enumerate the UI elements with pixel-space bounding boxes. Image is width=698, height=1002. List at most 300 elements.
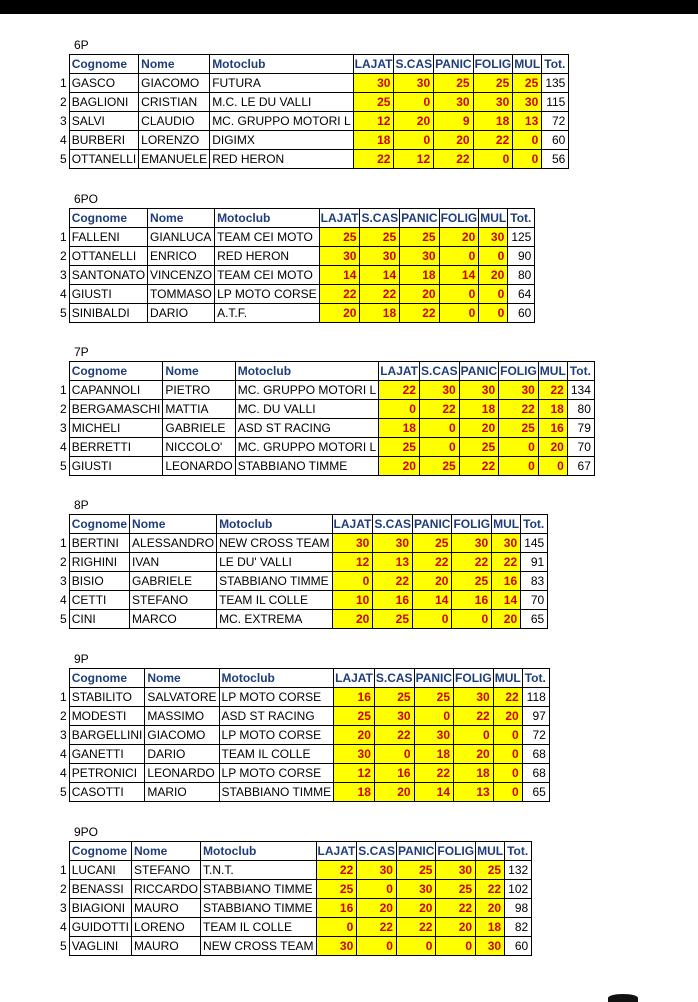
surname-cell: STABILITO [69,688,145,707]
round-score-cell: 0 [439,247,479,266]
round-score-cell: 22 [360,285,400,304]
total-cell: 70 [567,438,594,457]
column-header: MUL [493,669,522,688]
round-score-cell: 18 [334,783,375,802]
column-header: Motoclub [219,669,334,688]
round-score-cell: 25 [373,610,413,629]
round-score-cell: 22 [357,918,397,937]
category-title: 6P [74,38,89,52]
table-row [60,112,569,131]
column-header: LAJAT [334,669,375,688]
round-score-cell: 0 [479,285,508,304]
position-cell: 4 [60,287,67,301]
round-score-cell: 0 [454,726,494,745]
round-score-cell: 22 [452,553,492,572]
motoclub-cell: NEW CROSS TEAM [201,937,316,956]
column-header: Nome [145,669,219,688]
name-cell: LORENZO [139,131,210,150]
position-cell: 4 [60,766,67,780]
name-cell: GABRIELE [130,572,217,591]
round-score-cell: 0 [419,419,459,438]
round-score-cell: 30 [476,937,505,956]
column-header: S.CAS [419,362,459,381]
surname-cell: FALLENI [69,228,147,247]
round-score-cell: 18 [454,764,494,783]
surname-cell: GIUSTI [69,457,163,476]
table-row [60,131,569,150]
column-header: FOLIG [473,55,513,74]
column-header: FOLIG [439,209,479,228]
position-cell: 5 [60,939,67,953]
round-score-cell: 22 [396,918,435,937]
column-header: PANIC [400,209,439,228]
surname-cell: BAGLIONI [69,93,138,112]
surname-cell: LUCANI [69,861,131,880]
surname-cell: PETRONICI [69,764,145,783]
round-score-cell: 0 [493,783,522,802]
round-score-cell: 30 [334,745,375,764]
name-cell: PIETRO [163,381,235,400]
round-score-cell: 30 [353,74,394,93]
round-score-cell: 13 [513,112,542,131]
position-cell: 2 [60,95,67,109]
column-header: Motoclub [215,209,320,228]
position-cell: 1 [60,230,67,244]
round-score-cell: 16 [316,899,357,918]
total-cell: 65 [522,783,549,802]
position-cell: 3 [60,901,67,915]
column-header: Motoclub [217,515,332,534]
round-score-cell: 25 [400,228,439,247]
round-score-cell: 25 [414,688,453,707]
position-cell: 5 [60,306,67,320]
name-cell: NICCOLO' [163,438,235,457]
name-cell: STEFANO [130,591,217,610]
round-score-cell: 0 [413,610,452,629]
table-row [60,74,569,93]
round-score-cell: 25 [319,228,360,247]
column-header: Tot. [522,669,549,688]
name-cell: MAURO [132,937,201,956]
round-score-cell: 14 [492,591,521,610]
round-score-cell: 18 [459,400,498,419]
round-score-cell: 0 [332,572,373,591]
round-score-cell: 0 [394,93,434,112]
motoclub-cell: DIGIMX [210,131,353,150]
name-cell: EMANUELE [139,150,210,169]
table-row [60,419,594,438]
total-cell: 72 [542,112,569,131]
total-cell: 79 [567,419,594,438]
round-score-cell: 22 [499,400,539,419]
total-cell: 145 [521,534,548,553]
motoclub-cell: M.C. LE DU VALLI [210,93,353,112]
motoclub-cell: FUTURA [210,74,353,93]
position-cell: 4 [60,593,67,607]
table-row [60,764,549,783]
name-cell: DARIO [148,304,215,323]
table-row [60,285,535,304]
name-cell: VINCENZO [148,266,215,285]
round-score-cell: 20 [396,899,435,918]
name-cell: GABRIELE [163,419,235,438]
round-score-cell: 30 [360,247,400,266]
name-cell: RICCARDO [132,880,201,899]
name-cell: MAURO [132,899,201,918]
round-score-cell: 16 [452,591,492,610]
round-score-cell: 20 [459,419,498,438]
round-score-cell: 0 [439,285,479,304]
motoclub-cell: STABBIANO TIMME [219,783,334,802]
column-header: Nome [132,842,201,861]
total-cell: 68 [522,745,549,764]
round-score-cell: 22 [400,304,439,323]
surname-cell: BERGAMASCHI [69,400,163,419]
round-score-cell: 0 [414,707,453,726]
table-header-row [60,515,548,534]
surname-cell: BISIO [69,572,129,591]
table-header-row [60,209,535,228]
position-cell: 1 [60,383,67,397]
round-score-cell: 20 [413,572,452,591]
motoclub-cell: STABBIANO TIMME [201,899,316,918]
results-table [60,841,532,956]
round-score-cell: 20 [334,726,375,745]
position-cell: 3 [60,268,67,282]
category-title: 8P [74,498,89,512]
column-header: Nome [148,209,215,228]
round-score-cell: 0 [499,438,539,457]
name-cell: GIANLUCA [148,228,215,247]
round-score-cell: 20 [476,899,505,918]
round-score-cell: 20 [538,438,567,457]
round-score-cell: 16 [373,591,413,610]
position-cell: 4 [60,747,67,761]
column-header: Nome [139,55,210,74]
position-cell: 3 [60,574,67,588]
table-row [60,783,549,802]
round-score-cell: 22 [436,899,476,918]
total-cell: 60 [508,304,535,323]
table-row [60,457,594,476]
round-score-cell: 20 [394,112,434,131]
column-header: PANIC [434,55,473,74]
name-cell: DARIO [145,745,219,764]
position-cell: 3 [60,728,67,742]
surname-cell: GIUSTI [69,285,147,304]
total-cell: 125 [508,228,535,247]
surname-cell: BENASSI [69,880,131,899]
position-cell: 2 [60,402,67,416]
name-cell: MASSIMO [145,707,219,726]
results-table [60,54,569,169]
round-score-cell: 18 [379,419,420,438]
surname-cell: MICHELI [69,419,163,438]
round-score-cell: 0 [379,400,420,419]
total-cell: 80 [508,266,535,285]
column-header: Motoclub [210,55,353,74]
motoclub-cell: TEAM IL COLLE [217,591,332,610]
round-score-cell: 22 [316,861,357,880]
round-score-cell: 16 [538,419,567,438]
name-cell: TOMMASO [148,285,215,304]
total-cell: 90 [508,247,535,266]
table-row [60,381,594,400]
column-header: PANIC [459,362,498,381]
round-score-cell: 13 [373,553,413,572]
round-score-cell: 22 [353,150,394,169]
surname-cell: OTTANELLI [69,150,138,169]
position-cell: 3 [60,421,67,435]
round-score-cell: 14 [439,266,479,285]
name-cell: LEONARDO [163,457,235,476]
round-score-cell: 22 [319,285,360,304]
round-score-cell: 25 [396,861,435,880]
column-header: Motoclub [201,842,316,861]
total-cell: 134 [567,381,594,400]
round-score-cell: 22 [434,150,473,169]
rank-header-cell [60,842,69,861]
surname-cell: BERTINI [69,534,129,553]
results-table [60,361,595,476]
total-cell: 56 [542,150,569,169]
column-header: MUL [492,515,521,534]
position-cell: 2 [60,709,67,723]
round-score-cell: 18 [400,266,439,285]
results-table [60,668,550,802]
round-score-cell: 22 [413,553,452,572]
round-score-cell: 18 [473,112,513,131]
round-score-cell: 25 [436,880,476,899]
motoclub-cell: TEAM CEI MOTO [215,266,320,285]
name-cell: IVAN [130,553,217,572]
column-header: Cognome [69,515,129,534]
table-header-row [60,55,569,74]
position-cell: 1 [60,690,67,704]
total-cell: 115 [542,93,569,112]
table-row [60,534,548,553]
column-header: PANIC [396,842,435,861]
table-row [60,707,549,726]
column-header: Tot. [542,55,569,74]
round-score-cell: 25 [316,880,357,899]
column-header: S.CAS [357,842,397,861]
column-header: LAJAT [319,209,360,228]
round-score-cell: 0 [436,937,476,956]
table-row [60,591,548,610]
round-score-cell: 0 [479,304,508,323]
motoclub-cell: T.N.T. [201,861,316,880]
column-header: Cognome [69,55,138,74]
round-score-cell: 18 [476,918,505,937]
column-header: LAJAT [353,55,394,74]
column-header: MUL [513,55,542,74]
motoclub-cell: LP MOTO CORSE [219,726,334,745]
round-score-cell: 25 [379,438,420,457]
table-row [60,572,548,591]
table-row [60,610,548,629]
rank-header-cell [60,362,69,381]
round-score-cell: 25 [360,228,400,247]
table-row [60,553,548,572]
column-header: MUL [538,362,567,381]
name-cell: MATTIA [163,400,235,419]
column-header: LAJAT [316,842,357,861]
round-score-cell: 0 [493,745,522,764]
round-score-cell: 30 [373,534,413,553]
column-header: S.CAS [394,55,434,74]
round-score-cell: 20 [492,610,521,629]
round-score-cell: 25 [473,74,513,93]
round-score-cell: 10 [332,591,373,610]
table-row [60,745,549,764]
position-cell: 5 [60,459,67,473]
column-header: S.CAS [374,669,414,688]
round-score-cell: 30 [414,726,453,745]
round-score-cell: 22 [492,553,521,572]
column-header: Tot. [567,362,594,381]
motoclub-cell: ASD ST RACING [219,707,334,726]
motoclub-cell: LP MOTO CORSE [215,285,320,304]
round-score-cell: 30 [513,93,542,112]
surname-cell: CASOTTI [69,783,145,802]
rank-header-cell [60,669,69,688]
surname-cell: CAPANNOLI [69,381,163,400]
round-score-cell: 0 [419,438,459,457]
total-cell: 102 [505,880,532,899]
round-score-cell: 20 [332,610,373,629]
round-score-cell: 20 [357,899,397,918]
motoclub-cell: TEAM IL COLLE [219,745,334,764]
motoclub-cell: LP MOTO CORSE [219,688,334,707]
column-header: PANIC [413,515,452,534]
column-header: FOLIG [454,669,494,688]
round-score-cell: 25 [419,457,459,476]
name-cell: LEONARDO [145,764,219,783]
total-cell: 60 [542,131,569,150]
surname-cell: GASCO [69,74,138,93]
name-cell: STEFANO [132,861,201,880]
round-score-cell: 25 [459,438,498,457]
round-score-cell: 0 [473,150,513,169]
column-header: MUL [479,209,508,228]
position-cell: 5 [60,612,67,626]
table-row [60,937,532,956]
total-cell: 68 [522,764,549,783]
column-header: PANIC [414,669,453,688]
category-title: 7P [74,345,89,359]
name-cell: MARCO [130,610,217,629]
round-score-cell: 30 [319,247,360,266]
round-score-cell: 25 [499,419,539,438]
table-row [60,726,549,745]
surname-cell: GANETTI [69,745,145,764]
surname-cell: GUIDOTTI [69,918,131,937]
motoclub-cell: STABBIANO TIMME [235,457,378,476]
round-score-cell: 16 [334,688,375,707]
surname-cell: SINIBALDI [69,304,147,323]
round-score-cell: 0 [452,610,492,629]
round-score-cell: 20 [374,783,414,802]
round-score-cell: 22 [538,381,567,400]
column-header: FOLIG [452,515,492,534]
round-score-cell: 20 [434,131,473,150]
name-cell: ENRICO [148,247,215,266]
total-cell: 132 [505,861,532,880]
round-score-cell: 18 [353,131,394,150]
round-score-cell: 30 [400,247,439,266]
round-score-cell: 30 [374,707,414,726]
name-cell: ALESSANDRO [130,534,217,553]
motoclub-cell: STABBIANO TIMME [201,880,316,899]
bottom-edge-mark [608,994,638,1002]
surname-cell: SANTONATO [69,266,147,285]
round-score-cell: 20 [439,228,479,247]
table-header-row [60,669,549,688]
round-score-cell: 25 [374,688,414,707]
round-score-cell: 22 [473,131,513,150]
position-cell: 4 [60,920,67,934]
name-cell: LORENO [132,918,201,937]
results-table [60,208,535,323]
motoclub-cell: RED HERON [210,150,353,169]
rank-header-cell [60,515,69,534]
top-bar [0,0,698,14]
round-score-cell: 30 [357,861,397,880]
round-score-cell: 0 [316,918,357,937]
surname-cell: BURBERI [69,131,138,150]
round-score-cell: 30 [436,861,476,880]
round-score-cell: 30 [473,93,513,112]
name-cell: GIACOMO [139,74,210,93]
position-cell: 3 [60,114,67,128]
position-cell: 4 [60,133,67,147]
motoclub-cell: TEAM CEI MOTO [215,228,320,247]
round-score-cell: 18 [538,400,567,419]
surname-cell: RIGHINI [69,553,129,572]
column-header: Tot. [521,515,548,534]
round-score-cell: 22 [454,707,494,726]
surname-cell: BIAGIONI [69,899,131,918]
round-score-cell: 30 [492,534,521,553]
round-score-cell: 18 [414,745,453,764]
round-score-cell: 12 [394,150,434,169]
total-cell: 70 [521,591,548,610]
round-score-cell: 30 [394,74,434,93]
column-header: S.CAS [373,515,413,534]
total-cell: 98 [505,899,532,918]
total-cell: 65 [521,610,548,629]
round-score-cell: 25 [513,74,542,93]
position-cell: 1 [60,76,67,90]
round-score-cell: 13 [454,783,494,802]
round-score-cell: 12 [334,764,375,783]
surname-cell: OTTANELLI [69,247,147,266]
round-score-cell: 22 [414,764,453,783]
column-header: Nome [163,362,235,381]
surname-cell: CINI [69,610,129,629]
surname-cell: SALVI [69,112,138,131]
motoclub-cell: MC. GRUPPO MOTORI L [235,381,378,400]
column-header: Cognome [69,362,163,381]
round-score-cell: 22 [374,726,414,745]
total-cell: 60 [505,937,532,956]
column-header: Cognome [69,209,147,228]
motoclub-cell: STABBIANO TIMME [217,572,332,591]
round-score-cell: 16 [374,764,414,783]
round-score-cell: 14 [319,266,360,285]
round-score-cell: 0 [439,304,479,323]
